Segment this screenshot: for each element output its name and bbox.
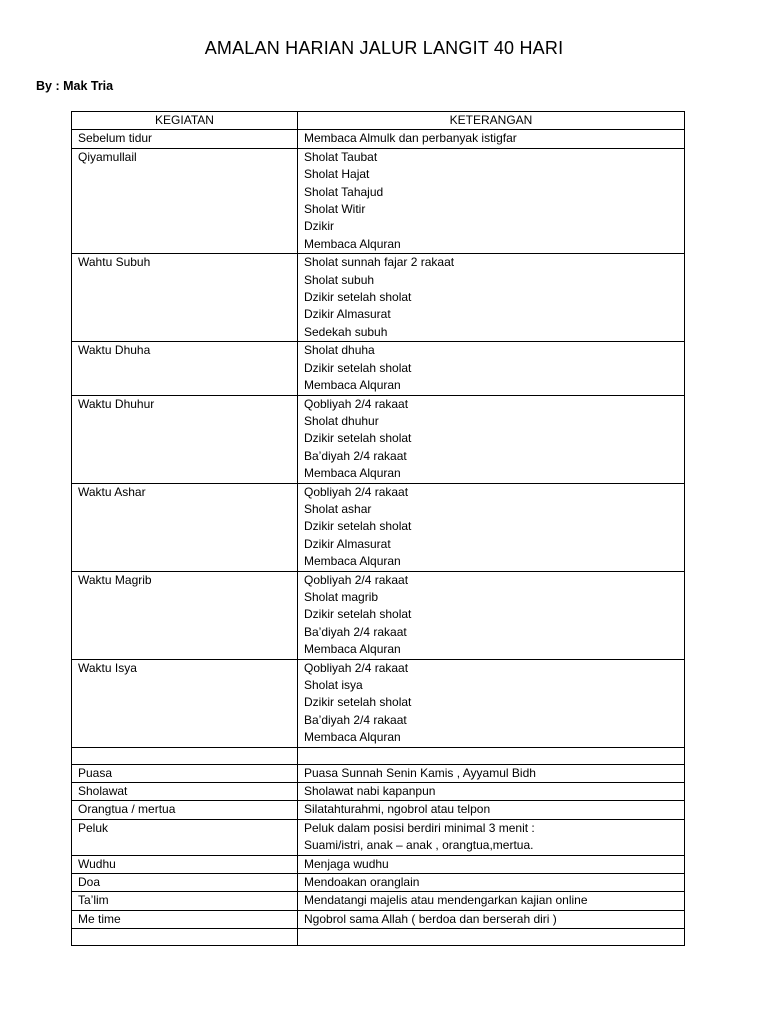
activity-cell: Ta’lim bbox=[72, 892, 298, 910]
detail-line: Ngobrol sama Allah ( berdoa dan berserah diri ) bbox=[304, 911, 557, 926]
details-cell bbox=[298, 892, 685, 910]
detail-line: Sholat Tahajud bbox=[304, 184, 384, 199]
detail-line: Dzikir Almasurat bbox=[304, 536, 391, 551]
activity-cell: Peluk bbox=[72, 819, 298, 855]
activity-cell: Sholawat bbox=[72, 783, 298, 801]
detail-line: Qobliyah 2/4 rakaat bbox=[304, 572, 409, 587]
table-row bbox=[72, 254, 685, 342]
detail-line: Membaca Alquran bbox=[304, 466, 401, 481]
details-cell bbox=[298, 659, 685, 747]
detail-line: Sholat dhuha bbox=[304, 343, 375, 358]
table-row bbox=[72, 910, 685, 928]
table-row bbox=[72, 395, 685, 483]
activity-cell: Waktu Dhuhur bbox=[72, 395, 298, 483]
table-row bbox=[72, 342, 685, 395]
header-kegiatan: KEGIATAN bbox=[72, 112, 298, 130]
activity-cell: Waktu Magrib bbox=[72, 571, 298, 659]
detail-line: Sholat Witir bbox=[304, 202, 366, 217]
header-keterangan: KETERANGAN bbox=[298, 112, 685, 130]
details-cell bbox=[298, 395, 685, 483]
detail-line: Sholat sunnah fajar 2 rakaat bbox=[304, 255, 455, 270]
table-row bbox=[72, 855, 685, 873]
details-cell bbox=[298, 342, 685, 395]
table-row bbox=[72, 764, 685, 782]
document-author: By : Mak Tria bbox=[36, 79, 114, 93]
detail-line: Sholat ashar bbox=[304, 501, 372, 516]
table-row bbox=[72, 747, 685, 764]
table-header-row bbox=[72, 112, 685, 130]
table-row bbox=[72, 571, 685, 659]
detail-line: Silatahturahmi, ngobrol atau telpon bbox=[304, 802, 491, 817]
table-row bbox=[72, 783, 685, 801]
detail-line: Sedekah subuh bbox=[304, 324, 388, 339]
detail-line: Mendoakan oranglain bbox=[304, 875, 420, 890]
details-cell bbox=[298, 855, 685, 873]
details-cell bbox=[298, 747, 685, 764]
detail-line: Dzikir setelah sholat bbox=[304, 431, 412, 446]
detail-line: Sholat isya bbox=[304, 678, 363, 692]
details-cell bbox=[298, 874, 685, 892]
activity-cell: Wudhu bbox=[72, 855, 298, 873]
detail-line: Membaca Alquran bbox=[304, 236, 401, 251]
details-cell bbox=[298, 783, 685, 801]
table-row bbox=[72, 892, 685, 910]
detail-line: Sholat Taubat bbox=[304, 149, 378, 164]
detail-line: Ba’diyah 2/4 rakaat bbox=[304, 712, 407, 727]
detail-line: Membaca Alquran bbox=[304, 730, 401, 745]
detail-line: Membaca Alquran bbox=[304, 554, 401, 569]
table-row bbox=[72, 130, 685, 148]
detail-line: Sholawat nabi kapanpun bbox=[304, 784, 436, 799]
activity-cell: Orangtua / mertua bbox=[72, 801, 298, 819]
document-title: AMALAN HARIAN JALUR LANGIT 40 HARI bbox=[204, 38, 564, 58]
activity-cell: Waktu Ashar bbox=[72, 483, 298, 571]
table-row bbox=[72, 659, 685, 747]
detail-line: Ba’diyah 2/4 rakaat bbox=[304, 624, 407, 639]
table-row bbox=[72, 819, 685, 855]
activity-table bbox=[71, 111, 685, 946]
detail-line: Sholat subuh bbox=[304, 272, 375, 287]
detail-line: Sholat dhuhur bbox=[304, 413, 379, 428]
details-cell bbox=[298, 819, 685, 855]
details-cell bbox=[298, 571, 685, 659]
activity-cell: Me time bbox=[72, 910, 298, 928]
details-cell bbox=[298, 929, 685, 946]
detail-line: Qobliyah 2/4 rakaat bbox=[304, 484, 409, 499]
detail-line: Sholat Hajat bbox=[304, 167, 370, 182]
activity-cell bbox=[72, 929, 298, 946]
detail-line: Dzikir bbox=[304, 219, 334, 234]
activity-cell: Qiyamullail bbox=[72, 148, 298, 253]
detail-line: Dzikir setelah sholat bbox=[304, 695, 412, 710]
activity-cell: Wahtu Subuh bbox=[72, 254, 298, 342]
details-cell bbox=[298, 801, 685, 819]
activity-cell: Doa bbox=[72, 874, 298, 892]
activity-cell: Sebelum tidur bbox=[72, 130, 298, 148]
detail-line: Ba’diyah 2/4 rakaat bbox=[304, 448, 407, 463]
detail-line: Puasa Sunnah Senin Kamis , Ayyamul Bidh bbox=[304, 765, 536, 780]
details-cell bbox=[298, 130, 685, 148]
detail-line: Qobliyah 2/4 rakaat bbox=[304, 396, 409, 411]
table-body bbox=[72, 130, 685, 946]
activity-cell: Waktu Isya bbox=[72, 659, 298, 747]
detail-line: Dzikir setelah sholat bbox=[304, 607, 412, 622]
activity-cell: Puasa bbox=[72, 764, 298, 782]
detail-line: Peluk dalam posisi berdiri minimal 3 menit : bbox=[304, 820, 535, 835]
detail-line: Membaca Alquran bbox=[304, 378, 401, 393]
table-row bbox=[72, 148, 685, 253]
detail-line: Membaca Almulk dan perbanyak istigfar bbox=[304, 131, 517, 146]
detail-line: Dzikir setelah sholat bbox=[304, 519, 412, 534]
activity-cell: Waktu Dhuha bbox=[72, 342, 298, 395]
details-cell bbox=[298, 148, 685, 253]
detail-line: Sholat magrib bbox=[304, 589, 379, 604]
detail-line: Qobliyah 2/4 rakaat bbox=[304, 660, 409, 675]
table-row bbox=[72, 929, 685, 946]
detail-line: Dzikir setelah sholat bbox=[304, 360, 412, 375]
table-row bbox=[72, 801, 685, 819]
detail-line: Mendatangi majelis atau mendengarkan kajian online bbox=[304, 893, 588, 908]
details-cell bbox=[298, 254, 685, 342]
table-row bbox=[72, 483, 685, 571]
activity-cell bbox=[72, 747, 298, 764]
details-cell bbox=[298, 764, 685, 782]
detail-line: Menjaga wudhu bbox=[304, 856, 389, 871]
detail-line: Suami/istri, anak – anak , orangtua,mertua. bbox=[304, 838, 534, 853]
detail-line: Membaca Alquran bbox=[304, 642, 401, 657]
detail-line: Dzikir Almasurat bbox=[304, 307, 391, 322]
detail-line: Dzikir setelah sholat bbox=[304, 290, 412, 305]
table-row bbox=[72, 874, 685, 892]
details-cell bbox=[298, 483, 685, 571]
details-cell bbox=[298, 910, 685, 928]
